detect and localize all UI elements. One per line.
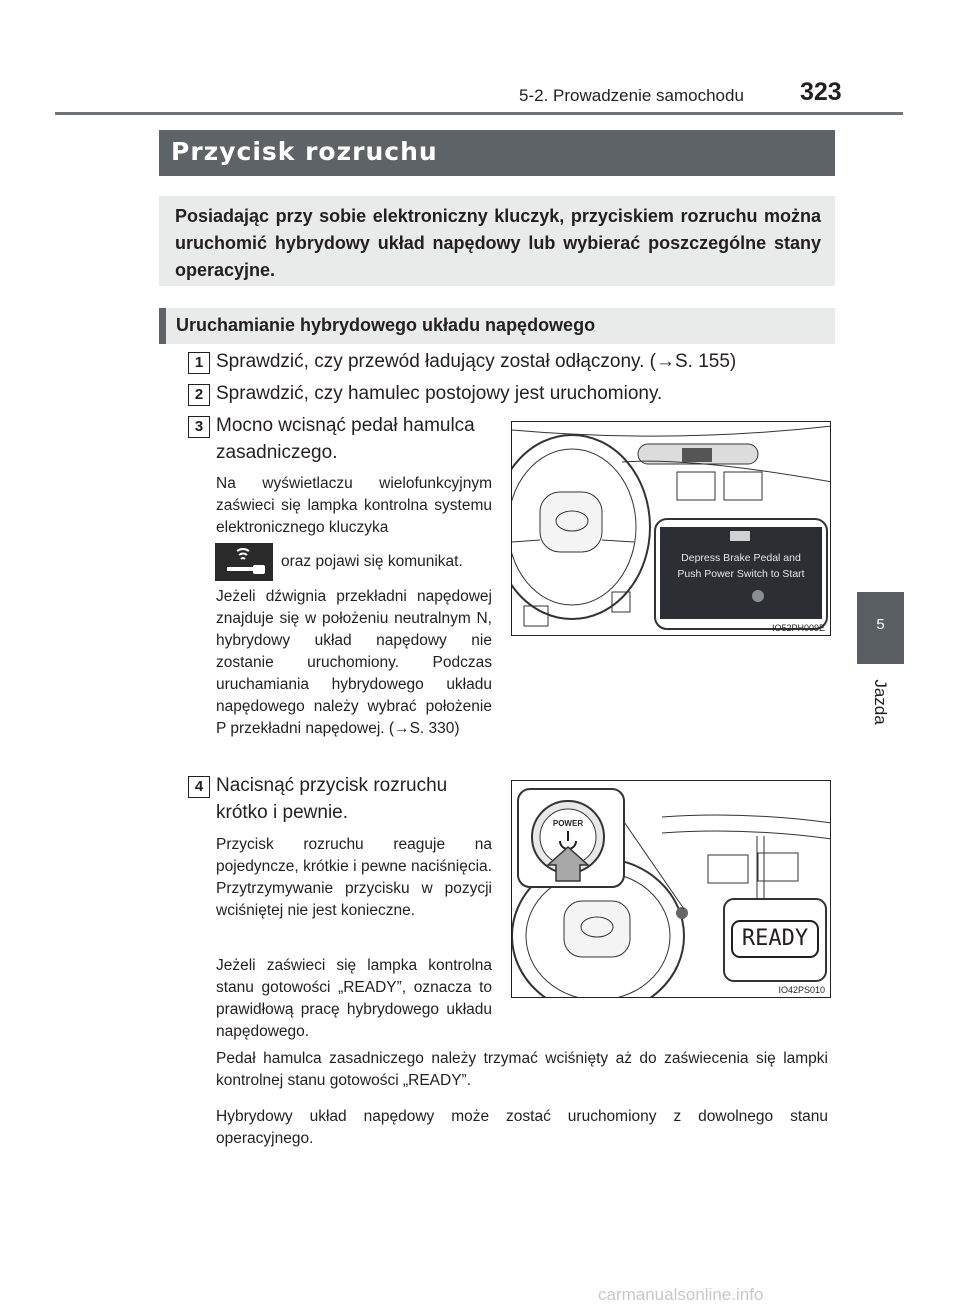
step-number-2: 2	[188, 384, 210, 406]
subsection-title: Uruchamianie hybrydowego układu napędowego	[176, 315, 596, 335]
display-message-line1: Depress Brake Pedal and	[681, 552, 801, 564]
figure-power-button	[511, 780, 831, 998]
title-bar	[159, 130, 835, 176]
power-button-label: POWER	[552, 819, 584, 828]
intro-text: Posiadając przy sobie elektroniczny kluczyk, przyciskiem rozruchu można uruchomić hybrydowy układ napędowy lub wybierać poszczególne stany operacyjne.	[175, 206, 821, 280]
running-header-section: 5-2. Prowadzenie samochodu	[519, 86, 744, 105]
figure-code-1: IO52PH009E	[771, 623, 825, 633]
after-steps-para1: Pedał hamulca zasadniczego należy trzymać wciśnięty aż do zaświecenia się lampki kontrolnej stanu gotowości „READY”.	[216, 1050, 828, 1089]
chapter-number: 5	[876, 616, 885, 633]
dashboard-illustration	[512, 422, 831, 636]
step-4-title-line2: krótko i pewnie.	[216, 802, 349, 823]
step-3-title-line2: zasadniczego.	[216, 442, 338, 463]
page-title: Przycisk rozruchu	[171, 137, 438, 166]
intro-box	[159, 196, 835, 286]
step-number-4: 4	[188, 776, 210, 798]
step-number-1: 1	[188, 352, 210, 374]
power-button-illustration	[512, 781, 831, 998]
watermark-text: carmanualsonline.info	[598, 1285, 764, 1304]
display-message-line2: Push Power Switch to Start	[677, 568, 805, 580]
header-rule	[55, 112, 903, 115]
step-4-para1: Przycisk rozruchu reaguje na pojedyncze, krótkie i pewne naciśnięcia. Przytrzymywanie przycisku w pozycji wciśniętej nie jest konieczne.	[216, 836, 492, 919]
chapter-tab	[857, 592, 904, 664]
step-number-3: 3	[188, 416, 210, 438]
figure-dashboard-display	[511, 421, 831, 636]
smart-key-indicator-icon	[215, 543, 273, 581]
step-4-title-line1: Nacisnąć przycisk rozruchu	[216, 775, 448, 796]
subsection-bar	[159, 308, 835, 344]
step-4-para2: Jeżeli zaświeci się lampka kontrolna stanu gotowości „READY”, oznacza to prawidłową pracę hybrydowego układu napędowego.	[216, 957, 492, 1040]
step-text-2: Sprawdzić, czy hamulec postojowy jest uruchomiony.	[216, 383, 663, 404]
step-3-para1: Na wyświetlaczu wielofunkcyjnym zaświeci się lampka kontrolna systemu elektronicznego kluczyka	[216, 475, 492, 536]
after-steps-para2: Hybrydowy układ napędowy może zostać uruchomiony z dowolnego stanu operacyjnego.	[216, 1108, 828, 1147]
chapter-name: Jazda	[871, 679, 890, 725]
step-3-para2: Jeżeli dźwignia przekładni napędowej znajduje się w położeniu neutralnym N, hybrydowy układ napędowy nie zostanie uruchomiony. Podczas uruchamiania hybrydowego układu napędowego należy wybrać położenie P przekładni napędowej. (→S. 330)	[216, 588, 492, 737]
step-3-title-line1: Mocno wcisnąć pedał hamulca	[216, 415, 475, 436]
step-text-1: Sprawdzić, czy przewód ładujący został odłączony. (→S. 155)	[216, 351, 737, 372]
figure-code-2: IO42PS010	[778, 985, 825, 995]
chapter-label	[862, 672, 898, 732]
page-number: 323	[800, 78, 842, 106]
step-3-para1-tail: oraz pojawi się komunikat.	[281, 553, 463, 570]
ready-indicator-label: READY	[741, 926, 809, 951]
